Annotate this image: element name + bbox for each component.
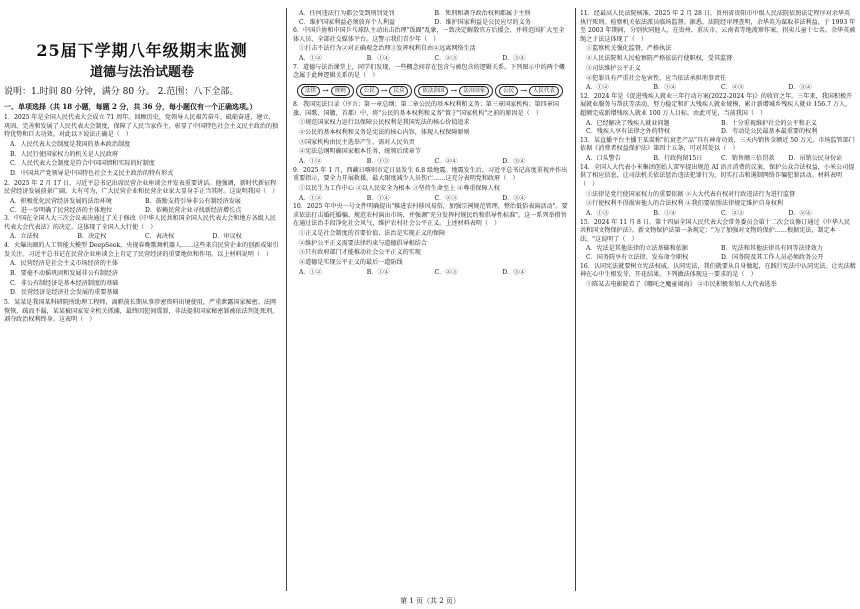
answer-option: D．民营经济是经济社会发展的重要基础 xyxy=(10,289,119,297)
question-text: 12．2024 年是《促进残疾人就业三年行动方案(2022-2024 年)》的收官之年。三年来，我国积极开展就业服务与帮扶等活动，努力稳定和扩大残疾人就业规模，累计新增城乡残疾人就业 156.7 万人，超额完成新增残疾人就业 100 万人目标。由此可见，当前我国（ ） xyxy=(580,92,853,117)
concept-label: 公民 xyxy=(499,86,518,96)
concept-pair xyxy=(414,84,493,98)
answer-option: A．①② xyxy=(299,157,322,165)
answer-option: C．②③ xyxy=(721,210,744,217)
arrow-icon: → xyxy=(322,85,329,95)
answer-option: ④犯罪具有严重社会危害性，应当依法承担刑事责任 xyxy=(586,74,727,82)
option-row xyxy=(580,128,856,137)
column-divider xyxy=(286,8,287,591)
arrow-icon: → xyxy=(520,85,527,95)
concept-label: 公民 xyxy=(360,86,379,96)
answer-option: ①法律是党行使国家权力的重要依据 ②人大代表有权对行政违法行为进行监督 xyxy=(586,190,796,198)
answer-option: ②公民的基本权利和义务是宪法的核心内容，体现人权保障原则 xyxy=(299,128,470,136)
answer-option: ②人民法院和人民检察院严格依法行使职权，受其监督 xyxy=(586,55,733,63)
answer-option: D．②④ xyxy=(788,210,812,217)
concept-label: 法律 xyxy=(301,86,320,96)
option-row xyxy=(293,195,570,204)
answer-option: D．③④ xyxy=(788,84,812,92)
option-row xyxy=(4,233,280,242)
answer-option: D．国务院及其工作人员必须政务公开 xyxy=(721,254,824,262)
answer-option: C．②③ xyxy=(721,84,744,92)
answer-option: A．积极优化民营经济发展的法治环境 xyxy=(10,197,112,205)
answer-option: ③行使权利不得损害他人的合法权利 ④我们要依照法律规定维护自身权利 xyxy=(586,200,783,208)
answer-option: C．②③ xyxy=(434,55,458,63)
answer-option: C．非公有制经济是基本经济制度的基础 xyxy=(10,279,119,287)
option-row xyxy=(293,19,570,28)
question-text: 11．经最高人民法院核准，2025 年 2 月 28 日，贵州省贵阳市中级人民法院依照法定程序对余华英执行死刑。检察机关依法派员临场监督。据悉，法院经审理查明，余华英为谋取非法利益，于 1993 年至 2003 年期间，分别伙同他人，在贵州、重庆市、云南省等地流窜作案，拐卖儿童十七名。余华英被绳之于法这体现了（ ） xyxy=(580,10,856,43)
arrow-icon: → xyxy=(380,85,388,95)
question-text: 2．2025 年 2 月 17 日，习近平总书记出席民营企业座谈会并发表重要讲话。他强调，新时代新征程民营经济发展前景广阔、大有可为，广大民营企业和民营企业家大显身手正当其时。这说明我国（ ） xyxy=(4,179,279,196)
answer-option: B．①③ xyxy=(366,157,390,165)
question-text: 5．某某是我国某科研院所助理工程师，离职前长期从事涉密资料出境使用，严重泄露国家秘密。法网恢恢，疏而不漏，某某被国家安全机关抓捕，最终因犯间谍罪，非法提供国家秘密罪被依法判处死刑，剥夺政治权利终身。这表明（ ） xyxy=(4,299,279,324)
concept-pair xyxy=(297,84,354,98)
column-3-body xyxy=(580,10,856,290)
answer-option: D．③④ xyxy=(502,55,526,63)
option-row xyxy=(580,245,856,254)
option-row xyxy=(4,207,280,216)
answer-option: ②维护公平正义需要法律约束与道德倡导相结合 xyxy=(299,239,427,247)
option-row xyxy=(580,155,856,164)
column-2 xyxy=(293,10,570,591)
arrow-icon: → xyxy=(450,85,458,95)
answer-option: B．要毫不动摇巩固和发展非公有制经济 xyxy=(10,269,119,277)
column-3 xyxy=(580,10,856,591)
answer-option: A．①② xyxy=(299,55,322,63)
answer-option: A．①③ xyxy=(586,210,609,217)
concept-diagram xyxy=(297,84,570,98)
question-text: 16．认同宪法就要树立宪法权威，认同宪法，我们就要从自身做起，在践行宪法中认同宪法。让宪法精神在心中生根发芽，开花结果。下列做法体现这一要求的是（ ） xyxy=(580,262,856,279)
question-text: 10．2025 年中央一号文件明确提出"推进农村移风易俗，加强宗祠规范管理，整治低俗表演活动"。要求依法打击婚托婚骗、规范农村演出市场，并强调"充分发挥村规民约和倡导性标准"。这一系列举措旨在通过法治手段净化社会风气，维护农村社会公平正义。上述材料表明（ ） xyxy=(293,203,568,228)
column-1-body xyxy=(4,114,280,325)
answer-option: ①正义是社会制度的首要价值，法治是实现正义的保障 xyxy=(299,230,446,237)
answer-option: D．劳动是公民最基本最重要的权利 xyxy=(721,128,818,136)
question-text: 4．火爆出圈的人工智能大模型 DeepSeek，央视春晚歌舞机器人……这些来自民营企业的创新成果引发关注。习近平总书记在民营企业座谈会上肯定了民营经济的重要地位和作用。以上材料说明（ ） xyxy=(4,241,279,258)
page-subtitle: 道德与法治试题卷 xyxy=(89,65,194,80)
answer-option: C．国务院享有立法律、发布命令职权 xyxy=(586,254,689,262)
answer-option: C．进一步明确了民营经济的主体地位 xyxy=(10,206,113,214)
question-text: 3．中国在全国人大三次会议表决通过了关于修改《中华人民共和国全国人民代表大会和地方各级人民代表大会代表法》的决定。这体现了全国人大行使（ ） xyxy=(4,215,277,231)
column-2-body xyxy=(293,10,570,277)
answer-option: ①监察机关强化监督，严格执法 xyxy=(586,45,672,53)
option-row xyxy=(580,210,856,219)
answer-option: D．中国共产党领导是中国特色社会主义民主政治的特有形式 xyxy=(10,169,174,177)
exam-info: 说明：1.时间 80 分钟，满分 80 分。 2.范围：八下全部。 xyxy=(4,87,239,97)
answer-option: A．宪法是其他法律的立法基础和依据 xyxy=(586,245,688,253)
option-row xyxy=(4,198,280,207)
question-text: 7．道德与法治课堂上，同学们发现，一些概念间存在包含与被包含的逻辑关系。下列图示中的两个概念属于此种逻辑关系的是（ ） xyxy=(293,63,566,80)
answer-option: B．行政拘留15日 xyxy=(653,155,703,163)
question-text: 1．2025 年是全国人民代表大会成立 71 周年。回顾历史，党领导人民艰苦奋斗、砥砺奋进，建立、巩固、完善和发展了人民代表大会制度，保障了人民当家作主，彰显了中国特色社会主义民主政治的独特优势和巨大功效。对此以下说法正确是（ ） xyxy=(4,114,279,139)
answer-option: B．鼓励支持引导非公有制经济发展 xyxy=(145,197,241,205)
option-row xyxy=(293,10,570,19)
question-text: 15．2024 年 11 月 8 日，第十四届全国人民代表大会常务委员会第十二次会议修订通过《中华人民共和国文物保护法》。新文物保护法第一条规定："为了加强对文物的保护……根据宪法，制定本法。"这说明了（ ） xyxy=(580,218,851,243)
answer-option: B．①④ xyxy=(366,194,390,202)
answer-option: A．①② xyxy=(586,84,609,92)
option-row xyxy=(293,158,570,167)
answer-option: C．残疾人享有法律之外的特权 xyxy=(586,128,670,136)
concept-label: 人民代表 xyxy=(529,86,559,96)
concept-label: 民众 xyxy=(389,86,408,96)
concept-label: 依法治国 xyxy=(418,86,448,96)
concept-pair xyxy=(495,84,563,98)
option-row xyxy=(580,254,856,263)
answer-option: A．已经解决了残疾人就业问题 xyxy=(586,119,670,127)
page-footer: 第 1 页（共 2 页） xyxy=(400,597,460,605)
question-text: 8．我国宪法目录（序言；第一章总纲；第二章公民的基本权利和义务；第三章国家机构；第四章国旗、国歌、国徽、首都）中，将"公民的基本权利和义务"置于"国家机构"之前的原因是（ ） xyxy=(293,100,559,117)
answer-option: C．表决权 xyxy=(145,233,175,241)
answer-option: B．决定权 xyxy=(77,233,107,241)
answer-option: B．死刑和剥夺政治权利都属于主刑 xyxy=(434,10,531,17)
concept-label: 法治国家 xyxy=(459,86,489,96)
answer-option: D．依赖民营企业寻找新经济增长点 xyxy=(145,206,242,214)
answer-option: ①陈某去电影院看了《哪吒之魔童闹海》 ②市民积极参加人大代表选举 xyxy=(586,280,777,288)
answer-option: A．①② xyxy=(299,194,322,202)
question-text: 9．2025 年 1 月，西藏日喀则市定日县发生 6.8 级地震。地震发生后，习近平总书记高度重视并作出重要指示，要全力开展救援，最大限度减少人员伤亡……这充分表明党和政府（ ） xyxy=(293,166,568,183)
section-heading: 一、单项选择（共 18 小题，每题 2 分，共 36 分，每小题仅有一个正确选项。） xyxy=(4,102,257,111)
answer-option: B．十分重视维护社会的公平和正义 xyxy=(721,119,817,127)
answer-option: D．审议权 xyxy=(212,233,242,241)
answer-option: ①规范国家权力运行以保障公民权利是我国宪法的核心价值追求 xyxy=(299,119,470,127)
answer-option: C．②③ xyxy=(434,268,458,276)
answer-option: D．③④ xyxy=(502,268,526,276)
answer-option: A．人民代表大会制度是我国的基本政治制度 xyxy=(10,140,131,148)
column-divider xyxy=(575,8,576,591)
option-row xyxy=(293,55,570,64)
answer-option: B．人民行使国家权力的机关是人民政府 xyxy=(10,150,119,158)
option-row xyxy=(580,120,856,129)
answer-option: A．任何违法行为都会受到刑罚处罚 xyxy=(299,10,395,17)
answer-option: B．①④ xyxy=(366,55,390,63)
answer-option: ③只有政府部门才能推动社会公平正义的实现 xyxy=(299,249,421,257)
concept-label: 规则 xyxy=(331,86,350,96)
answer-option: ④道德是实现公平正义的最后一道防线 xyxy=(299,259,403,267)
answer-option: A．立法权 xyxy=(10,233,39,241)
answer-option: C．维护国家利益必须放弃个人利益 xyxy=(299,18,396,26)
answer-option: D．维护国家利益是公民应尽的义务 xyxy=(434,18,531,26)
concept-pair xyxy=(356,84,413,98)
answer-option: B．①④ xyxy=(366,268,390,276)
answer-option: D．吊销公民身份证 xyxy=(788,155,843,163)
answer-option: A．民营经济是社会主义市场经济的主体 xyxy=(10,260,118,268)
answer-option: C．人民代表大会制度是符合中国国情和实际的好制度 xyxy=(10,160,155,168)
column-1 xyxy=(4,10,280,591)
question-text: 13．某直播平台主播王某谎称"抗衰老产品"具有神奇功效，三天内销售金额近 50 万元，市场监管部门依据《消费者权益保护法》第四十五条，可对其处以（ ） xyxy=(580,136,855,153)
answer-option: ③司法维护公平正义 xyxy=(586,64,641,72)
answer-option: C．②④ xyxy=(434,157,458,165)
answer-option: A．口头警告 xyxy=(586,155,621,163)
answer-option: B．①④ xyxy=(653,210,677,217)
answer-option: ③国家机构由民主选举产生，需对人民负责 xyxy=(299,138,415,146)
question-text: 14．全国人大代表小米集团创始人雷军提出规范 AI 语言消费的议案，保护公众合法权益，小米公司提供了相应信息，让司法机关依法惩治违法犯罪行为，切实打击和遏制网络诈骗犯罪活动。材料表明（ ） xyxy=(580,163,855,188)
answer-option: ①以民生为工作中心 ②以人民安全为根本 ③坚持生命至上 ④尊重保障人权 xyxy=(299,184,500,192)
option-row xyxy=(293,269,570,278)
answer-option: A．①② xyxy=(299,268,322,276)
option-row xyxy=(580,84,856,93)
answer-option: D．③④ xyxy=(502,157,526,165)
answer-option: B．①④ xyxy=(653,84,677,92)
answer-option: ④宪法总纲明确国家根本任务，统领后续章节 xyxy=(299,148,421,156)
answer-option: C．②③ xyxy=(434,194,458,202)
answer-option: B．宪法和其他法律具有同等法律效力 xyxy=(721,245,823,253)
answer-option: ①打击不法行为②对正确观念治理③发挥权利自由④远离网络生活 xyxy=(299,45,476,53)
question-text: 6．中国乒协和中国乒乓球队主动出击治理"饭圈"乱象，一致决定解散官方后援会，并将范围扩大至全体人员、全部社交媒体平台。这警示我们青少年（ ） xyxy=(293,27,565,43)
answer-option: D．③④ xyxy=(502,194,526,202)
page-title: 25届下学期八年级期末监测 xyxy=(36,41,248,60)
answer-option: C．销售额三倍罚款 xyxy=(721,155,775,163)
